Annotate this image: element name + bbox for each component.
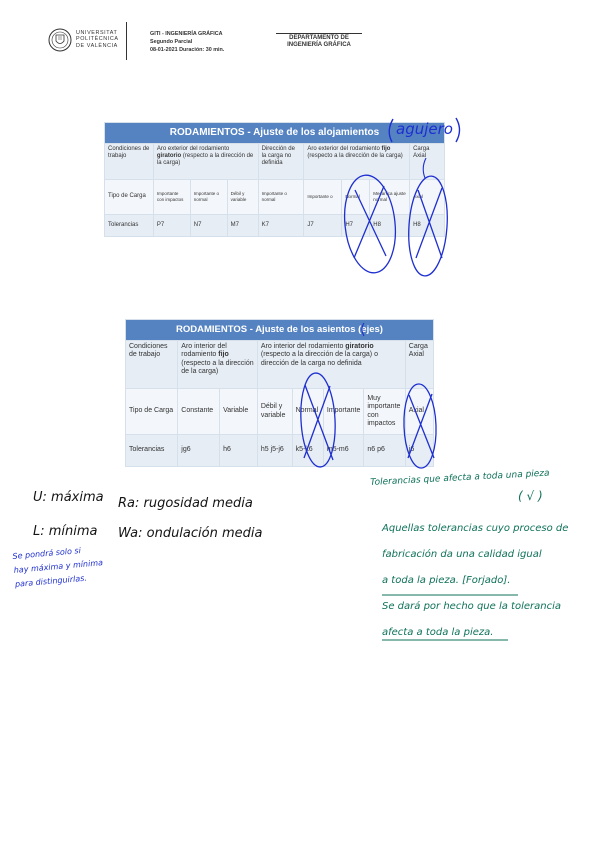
tolerance-cell: M7 (227, 215, 258, 237)
university-name: UNIVERSITAT POLITÈCNICA DE VALÈNCIA (76, 30, 119, 49)
course-info: GITI - INGENIERÍA GRÁFICA Segundo Parcial 08-01-2021 Duración: 30 min. (150, 31, 225, 53)
tolerance-cell: H7 (342, 215, 370, 237)
load-type-label: Tipo de Carga (126, 389, 178, 435)
shaft-fit-table (125, 319, 434, 467)
axial-load-header: Carga Axial (410, 144, 445, 180)
fixed-inner-ring-header: Aro interior del rodamiento fijo (respecto a la dirección de la carga) (178, 341, 258, 389)
ra-note: Ra: rugosidad media (118, 496, 253, 511)
load-type-cell: Normal (342, 180, 370, 215)
load-type-cell: Muy importante con impactos (364, 389, 405, 435)
tolerance-cell: H8 (410, 215, 445, 237)
load-type-cell: Importante (323, 389, 363, 435)
load-type-cell: Importante o normal (258, 180, 304, 215)
shaft-table-title: RODAMIENTOS - Ajuste de los asientos (ejes) (126, 320, 434, 341)
load-type-cell: Normal (292, 389, 323, 435)
tolerance-cell: j6 (405, 435, 433, 467)
green-definition-note: Aquellas tolerancias cuyo proceso de fabricación da una calidad igual a toda la pieza. [Forjado]. Se dará por hecho que la tolerancia afecta a toda la pieza. (382, 523, 569, 638)
tolerance-cell: N7 (190, 215, 227, 237)
load-type-label: Tipo de Carga (105, 180, 154, 215)
load-type-cell: Importante o normal (190, 180, 227, 215)
conditions-label: Condiciones de trabajo (126, 341, 178, 389)
load-type-cell: Constante (178, 389, 220, 435)
agujero-bracket (456, 118, 460, 142)
tolerance-cell: K7 (258, 215, 304, 237)
axial-load-header: Carga Axial (405, 341, 433, 389)
load-type-cell: Variable (220, 389, 258, 435)
green-title-note: Tolerancias que afecta a toda una pieza (370, 468, 550, 488)
undefined-load-header: Dirección de la carga no definida (258, 144, 304, 180)
housing-fit-table (104, 122, 445, 237)
load-type-cell: Mecanica ajuste normal (370, 180, 410, 215)
rotating-inner-ring-header: Aro interior del rodamiento giratorio (respecto a la dirección de la carga) o dirección de la carga no definida (257, 341, 405, 389)
l-min-note: L: mínima (33, 524, 98, 539)
tolerance-cell: jg6 (178, 435, 220, 467)
tolerances-label: Tolerancias (126, 435, 178, 467)
u-max-note: U: máxima (33, 490, 104, 505)
tolerance-cell: h5 j5-j6 (257, 435, 292, 467)
header-divider (126, 22, 127, 60)
load-type-cell: Débil y variable (257, 389, 292, 435)
load-type-cell: Axial (405, 389, 433, 435)
load-type-cell: Importante o (304, 180, 342, 215)
tolerance-cell: J7 (304, 215, 342, 237)
load-type-cell: Débil y variable (227, 180, 258, 215)
wa-note: Wa: ondulación media (118, 526, 263, 541)
green-symbol-note: ( √ ) (518, 489, 543, 503)
tolerances-label: Tolerancias (105, 215, 154, 237)
tolerance-cell: m5-m6 (323, 435, 363, 467)
tolerance-cell: P7 (153, 215, 190, 237)
tolerance-cell: h6 (220, 435, 258, 467)
blue-margin-note: Se pondrá solo si hay máxima y mínima para distinguirlas. (12, 546, 104, 589)
tolerance-cell: n6 p6 (364, 435, 405, 467)
tolerance-cell: k5-k6 (292, 435, 323, 467)
tolerance-cell: H8 (370, 215, 410, 237)
load-type-cell: Importante con impactos (153, 180, 190, 215)
conditions-label: Condiciones de trabajo (105, 144, 154, 180)
rotating-outer-ring-header: Aro exterior del rodamiento giratorio (respecto a la dirección de la carga) (153, 144, 258, 180)
fixed-outer-ring-header: Aro exterior del rodamiento fijo (respecto a la dirección de la carga) (304, 144, 410, 180)
department-name: DEPARTAMENTO DE INGENIERÍA GRÁFICA (276, 33, 362, 49)
agujero-note: agujero (396, 120, 453, 138)
housing-table-title: RODAMIENTOS - Ajuste de los alojamientos (105, 123, 445, 144)
university-seal-icon (48, 28, 72, 52)
load-type-cell: Axial (410, 180, 445, 215)
